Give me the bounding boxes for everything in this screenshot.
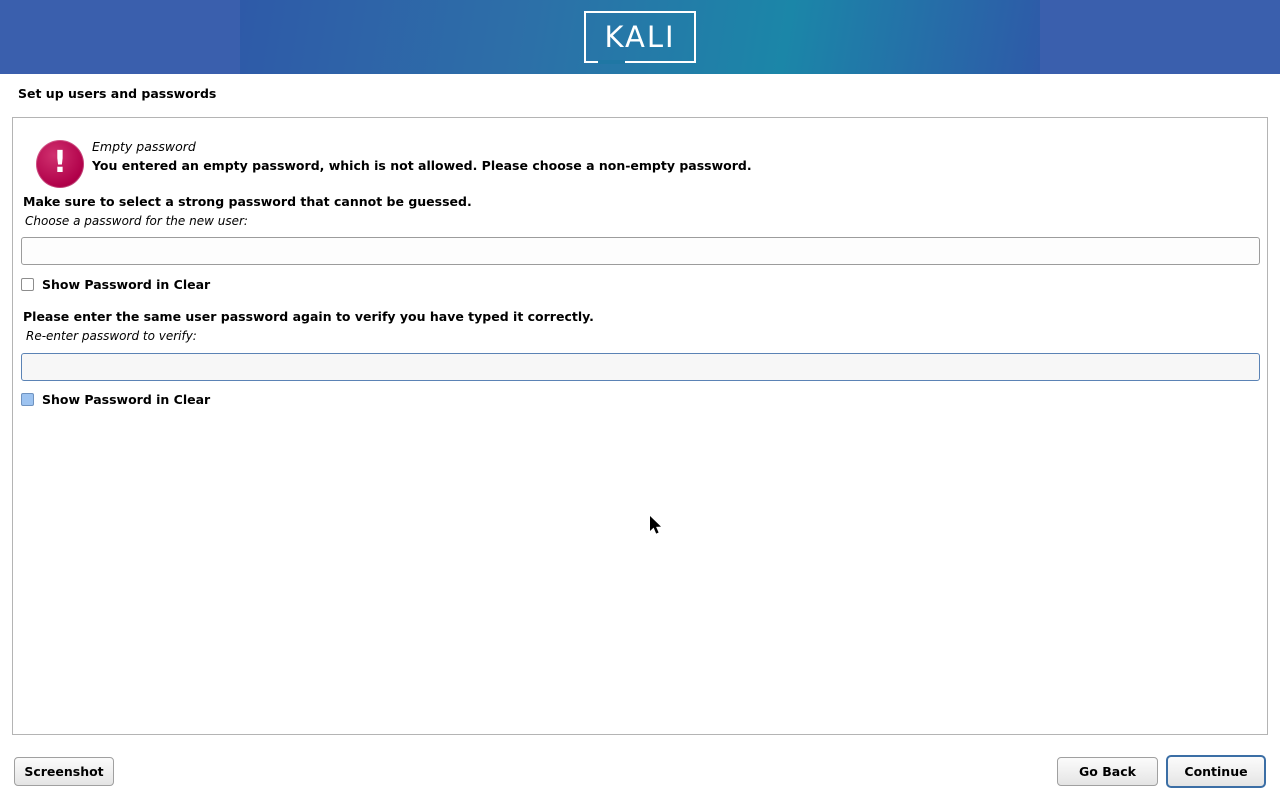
show-password-label-2: Show Password in Clear	[42, 391, 211, 407]
error-title: Empty password	[92, 139, 196, 154]
verify-field-label: Re-enter password to verify:	[26, 329, 197, 343]
show-password-label-1: Show Password in Clear	[42, 276, 211, 292]
password-field-label: Choose a password for the new user:	[25, 214, 248, 228]
exclamation-icon-glyph: !	[53, 145, 67, 180]
error-message-block	[24, 129, 1254, 189]
kali-banner	[0, 0, 1280, 74]
show-password-checkbox-1[interactable]	[21, 275, 210, 293]
strong-password-note: Make sure to select a strong password that cannot be guessed.	[23, 194, 472, 209]
checkbox-box-icon[interactable]	[21, 278, 34, 291]
continue-button-label: Continue	[1184, 764, 1248, 779]
verify-password-input[interactable]	[21, 353, 1260, 381]
continue-button[interactable]	[1166, 755, 1266, 788]
show-password-checkbox-2[interactable]	[21, 390, 210, 408]
main-panel	[12, 117, 1268, 735]
screenshot-button[interactable]	[14, 757, 114, 786]
page-title: Set up users and passwords	[18, 86, 217, 101]
mouse-cursor-icon	[650, 516, 662, 535]
checkbox-box-icon[interactable]	[21, 393, 34, 406]
kali-logo-notch	[598, 60, 625, 64]
go-back-button[interactable]	[1057, 757, 1158, 786]
kali-logo-text: KALI	[604, 19, 676, 54]
password-input[interactable]	[21, 237, 1260, 265]
verify-password-note: Please enter the same user password again to verify you have typed it correctly.	[23, 309, 594, 324]
exclamation-icon	[36, 140, 84, 188]
kali-logo	[584, 11, 696, 63]
go-back-button-label: Go Back	[1079, 764, 1136, 779]
screenshot-button-label: Screenshot	[24, 764, 104, 779]
error-text: You entered an empty password, which is not allowed. Please choose a non-empty password.	[92, 158, 752, 173]
